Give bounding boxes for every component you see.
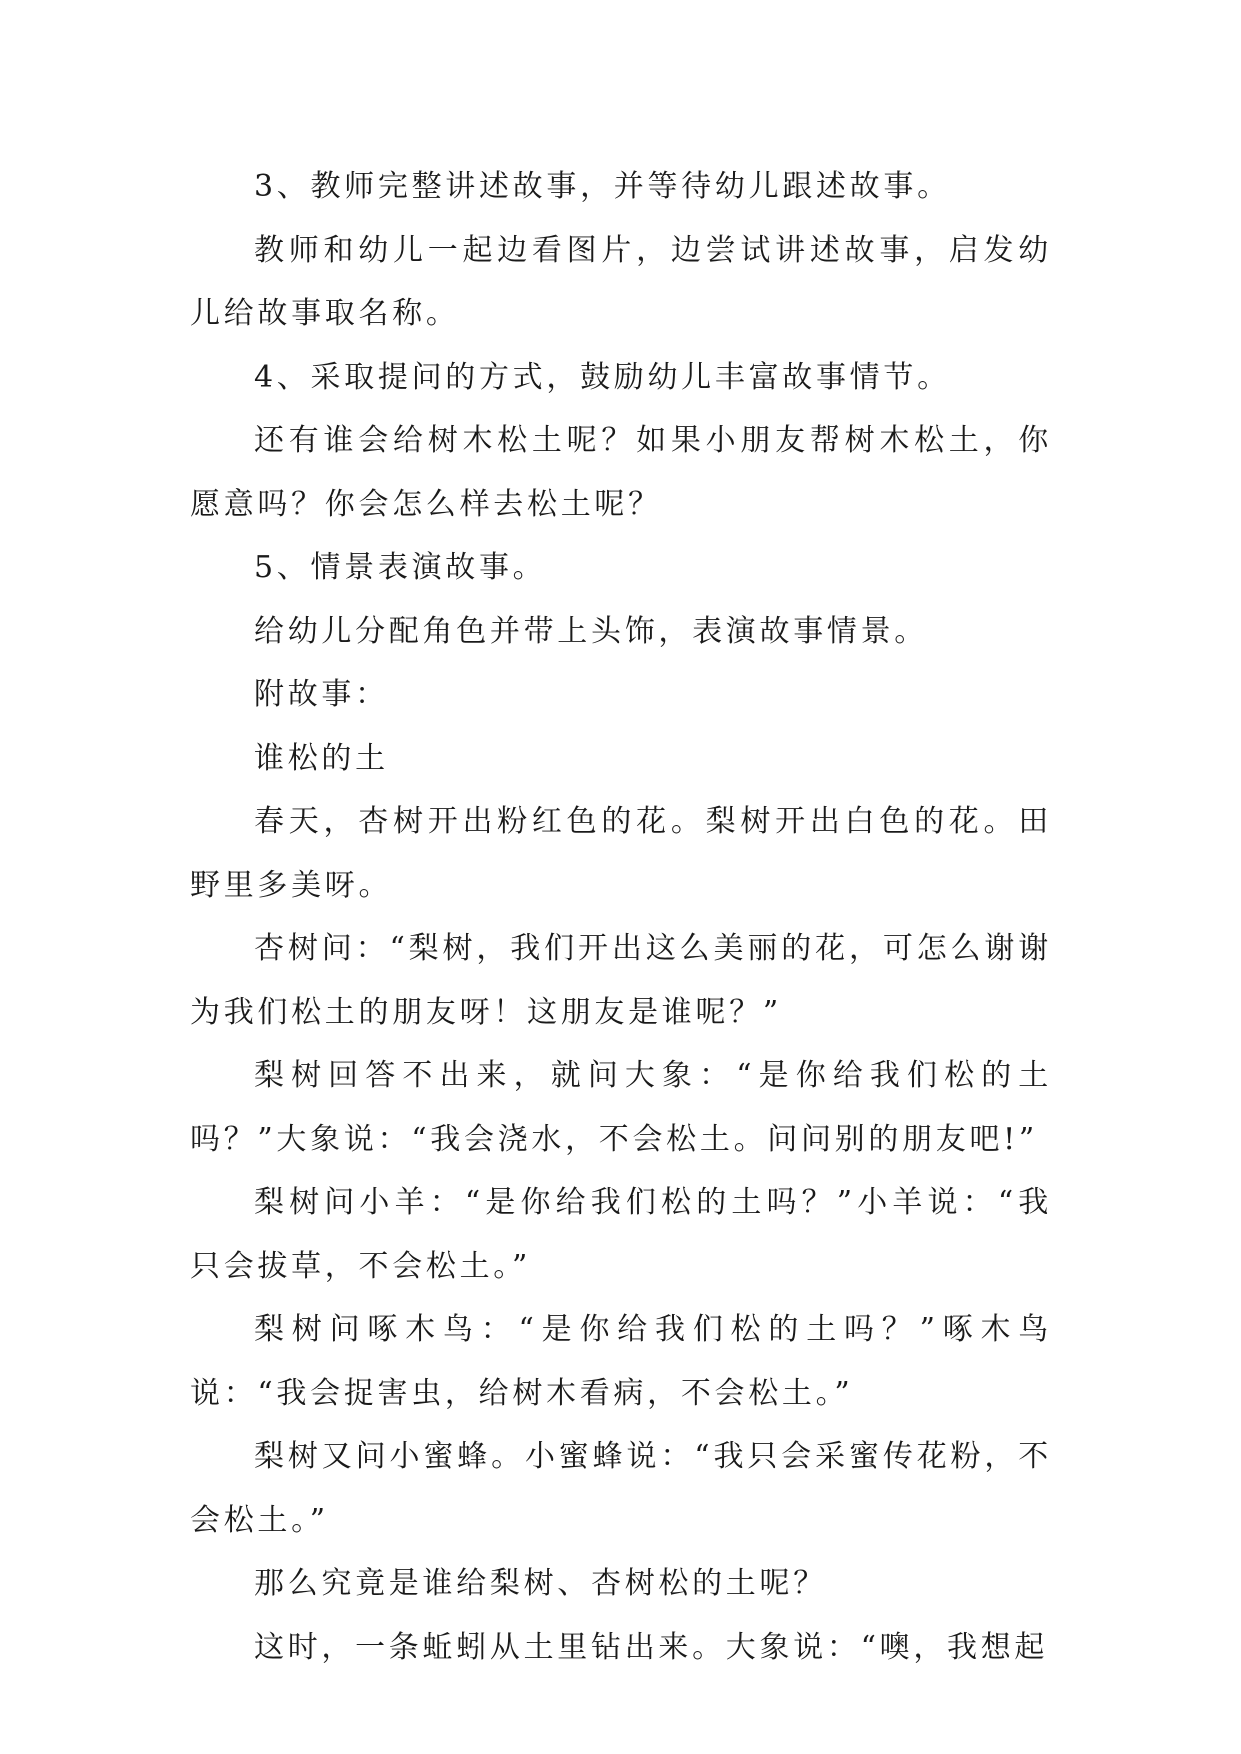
story-paragraph: 梨树问啄木鸟：“是你给我们松的土吗？”啄木鸟说：“我会捉害虫，给树木看病，不会松土。” — [190, 1312, 1052, 1411]
appendix-heading: 附故事： — [254, 677, 389, 712]
story-paragraph: 那么究竟是谁给梨树、杏树松的土呢？ — [254, 1566, 827, 1601]
story-paragraph: 梨树又问小蜜蜂。小蜜蜂说：“我只会采蜜传花粉，不会松土。” — [190, 1439, 1052, 1538]
story-title: 谁松的土 — [254, 740, 389, 776]
document-body — [190, 155, 1052, 1679]
paragraph-step-3-detail: 教师和幼儿一起边看图片，边尝试讲述故事，启发幼儿给故事取名称。 — [190, 232, 1052, 331]
story-paragraph: 梨树回答不出来，就问大象：“是你给我们松的土吗？”大象说：“我会浇水，不会松土。问问别的朋友吧!” — [190, 1058, 1052, 1157]
story-paragraph: 杏树问：“梨树，我们开出这么美丽的花，可怎么谢谢为我们松土的朋友呀！这朋友是谁呢？” — [190, 931, 1052, 1030]
paragraph-step-5-detail: 给幼儿分配角色并带上头饰，表演故事情景。 — [254, 613, 928, 649]
paragraph-step-4-detail: 还有谁会给树木松土呢？如果小朋友帮树木松土，你愿意吗？你会怎么样去松土呢？ — [190, 423, 1052, 522]
paragraph-step-3: 3、教师完整讲述故事，并等待幼儿跟述故事。 — [254, 169, 951, 204]
story-paragraph: 梨树问小羊：“是你给我们松的土吗？”小羊说：“我只会拔草，不会松土。” — [190, 1185, 1052, 1284]
paragraph-step-4: 4、采取提问的方式，鼓励幼儿丰富故事情节。 — [254, 359, 951, 395]
story-paragraph: 春天，杏树开出粉红色的花。梨树开出白色的花。田野里多美呀。 — [190, 804, 1052, 903]
paragraph-step-5: 5、情景表演故事。 — [254, 550, 547, 585]
story-paragraph: 这时，一条蚯蚓从土里钻出来。大象说：“噢，我想起 — [254, 1629, 1049, 1665]
